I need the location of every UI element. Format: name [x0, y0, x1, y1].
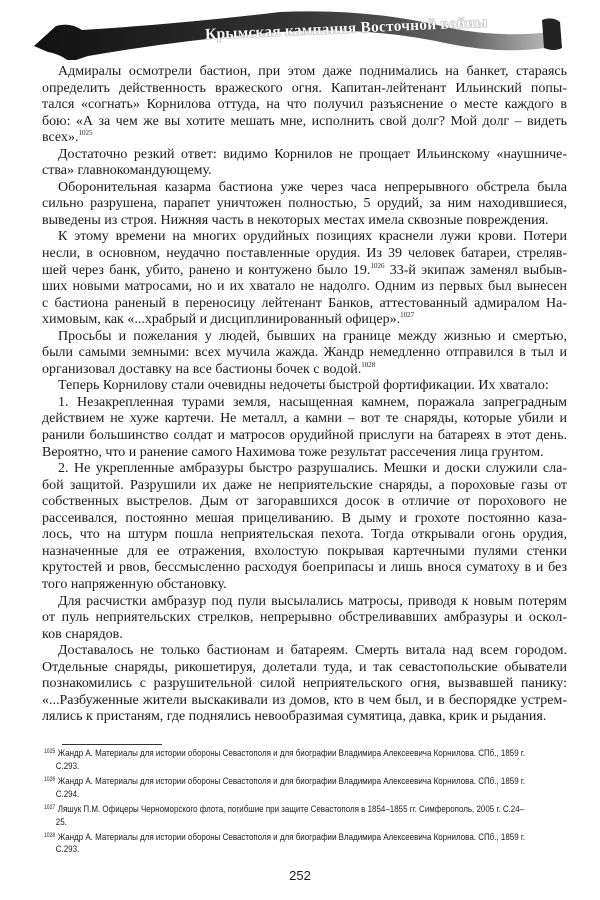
line-text: К этому времени на многих орудийных позициях краснели лужи крови. Потери	[58, 229, 567, 245]
line-text: Для расчистки амбразур под пули высылались матросы, приводя к новым потерям	[58, 593, 567, 609]
line-text: 33-й экипаж заменял выбыв-	[384, 262, 567, 278]
line-text: Достаточно резкий ответ: видимо Корнилов не прощает Ильинскому «наушниче-	[58, 146, 567, 162]
text-line	[42, 196, 567, 213]
body-text	[42, 64, 567, 726]
text-line	[42, 180, 567, 197]
text-line	[42, 709, 567, 726]
text-line	[42, 147, 567, 164]
text-line	[42, 544, 567, 561]
text-line	[42, 130, 567, 147]
line-text: 1. Незакрепленная турами земля, насыщенная камнем, поражала запреградным	[58, 394, 567, 410]
text-line	[42, 560, 567, 577]
line-text: тался «согнать» Корнилова оттуда, на что получил разъяснение о месте каждого в	[42, 97, 567, 113]
line-text: Адмиралы осмотрели бастион, при этом даже поднимались на банкет, стараясь	[58, 64, 567, 79]
line-text: Оборонительная казарма бастиона уже через часа непрерывного обстрела была	[58, 179, 567, 195]
text-line	[42, 610, 567, 627]
line-text: Отдельные снаряды, рикошетируя, долетали туда, и так севастопольские обыватели	[42, 659, 567, 675]
line-text: бой защитой. Разрушили их даже не неприятельские снаряды, а пороховые газы от	[42, 477, 567, 493]
text-line	[42, 594, 567, 611]
text-line	[42, 64, 567, 81]
footnote-text: Жандр А. Материалы для истории обороны Севастополя и для биографии Владимира Алексеевича Корнилова. СПб., 1859 г.	[57, 831, 526, 843]
footnote-number: 1025	[44, 749, 56, 755]
line-text: познакомились с разрушительной силой неприятельского огня, вызвавшей панику:	[42, 676, 567, 692]
text-line	[42, 511, 567, 528]
footnote	[44, 774, 565, 801]
text-line	[42, 445, 567, 462]
footnote-line	[44, 789, 565, 802]
footnote-ref: 1026	[370, 261, 385, 270]
footnote-line	[44, 761, 565, 774]
chapter-header-banner	[30, 4, 575, 60]
line-text: ков снарядов.	[42, 626, 123, 642]
chapter-title: Крымская кампания Восточной войны	[204, 13, 488, 44]
footnote-ref: 1028	[361, 360, 376, 369]
text-line	[42, 263, 567, 280]
footnote-text: С.293.	[55, 760, 80, 772]
line-text: определить действенность вражеского огня. Капитан-лейтенант Ильинский попы-	[42, 80, 567, 96]
text-line	[42, 494, 567, 511]
footnote-ref: 1027	[400, 311, 415, 320]
footnote-text: Жандр А. Материалы для истории обороны Севастополя и для биографии Владимира Алексеевича Корнилова. СПб., 1859 г.	[57, 775, 526, 787]
paragraph	[42, 147, 567, 180]
footnote-line	[44, 802, 565, 817]
footnote-line	[44, 830, 565, 845]
line-text: лялись к пристаням, где поднялись невообразимая сумятица, давка, крик и рыдания.	[42, 709, 547, 725]
line-text: химовым, как «...храбрый и дисциплинированный офицер».	[42, 312, 401, 328]
footnote-number: 1026	[44, 776, 56, 783]
footnote-text: С.293.	[55, 844, 80, 856]
text-line	[42, 163, 567, 180]
text-line	[42, 114, 567, 131]
paragraph	[42, 64, 567, 147]
text-line	[42, 411, 567, 428]
footnote-text: С.294.	[55, 788, 80, 800]
text-line	[42, 676, 567, 693]
footnote	[44, 746, 565, 773]
text-line	[42, 329, 567, 346]
text-line	[42, 97, 567, 114]
line-text: Просьбы и пожелания у людей, бывших на границе между жизнью и смертью,	[58, 328, 567, 344]
text-line	[42, 395, 567, 412]
footnote-line	[44, 817, 565, 830]
page-number: 252	[289, 868, 311, 883]
text-line	[42, 345, 567, 362]
text-line	[42, 378, 567, 395]
text-line	[42, 643, 567, 660]
paragraph	[42, 180, 567, 230]
paragraph	[42, 594, 567, 644]
text-line	[42, 246, 567, 263]
line-text: организовал доставку на все бастионы бочек с водой.	[42, 361, 362, 377]
text-line	[42, 362, 567, 379]
text-line	[42, 478, 567, 495]
line-text: несли, в основном, неудачно поставленные орудия. Из 39 человек батареи, стреляв-	[42, 246, 567, 262]
line-text: Доставалось не только бастионам и батареям. Смерть витала над всем городом.	[58, 643, 567, 659]
text-line	[42, 461, 567, 478]
text-line	[42, 428, 567, 445]
paragraph	[42, 643, 567, 726]
line-text: рассеивался, постоянно мешая прицеливанию. В дыму и грохоте постоянно каза-	[42, 510, 567, 526]
line-text: собственных выстрелов. Дым от загоравшихся досок в отличие от порохового не	[42, 494, 567, 510]
footnote-ref: 1025	[78, 129, 93, 138]
footnote-number: 1028	[44, 832, 56, 839]
paragraph	[42, 229, 567, 328]
line-text: бою: «А за чем же вы хотите мешать мне, исполнить свой долг? Мой долг – видеть	[42, 113, 567, 129]
footnote-text: Ляшук П.М. Офицеры Черноморского флота, погибшие при защите Севастополя в 1854–1855 гг. Симферополь, 2005 г. С.24–	[57, 803, 525, 815]
line-text: того напряженную обстановку.	[42, 576, 227, 592]
line-text: ства» главнокомандующему.	[42, 163, 212, 179]
line-text: были самыми земными: всех мучила жажда. Жандр немедленно отправился в тыл и	[42, 345, 567, 361]
footnote	[44, 802, 565, 829]
line-text: от пуль неприятельских стрелков, непрерывно обстреливавших амбразуры и оскол-	[42, 610, 567, 626]
footnote-text: Жандр А. Материалы для истории обороны Севастополя и для биографии Владимира Алексеевича Корнилова. СПб., 1859 г.	[57, 748, 526, 759]
footnote-line	[44, 844, 565, 857]
text-line	[42, 296, 567, 313]
line-text: ших новыми матросами, но и их хватало не надолго. Одним из первых был вынесен	[42, 279, 567, 295]
line-text: лось, что на штурм пошла неприятельская пехота. Тогда открывали огонь орудия,	[42, 527, 567, 543]
footnote-divider	[62, 744, 162, 745]
text-line	[42, 577, 567, 594]
line-text: шей через банк, убито, ранено и контужено было 19.	[42, 262, 371, 278]
paragraph	[42, 329, 567, 379]
text-line	[42, 312, 567, 329]
footnote-number: 1027	[44, 804, 56, 811]
footnote-text: 25.	[55, 816, 67, 828]
text-line	[42, 81, 567, 98]
paragraph	[42, 395, 567, 461]
line-text: выведены из строя. Нижняя часть в некоторых местах имела сквозные повреждения.	[42, 212, 549, 228]
text-line	[42, 527, 567, 544]
paragraph	[42, 378, 567, 395]
text-line	[42, 660, 567, 677]
line-text: крутостей и рвов, бессмысленно расходуя боеприпасы и лишь внося суматоху в и без	[42, 560, 567, 576]
line-text: сильно разрушена, парапет уничтожен полностью, 5 орудий, за ним находившиеся,	[42, 196, 567, 212]
footnote-line	[44, 746, 565, 761]
text-line	[42, 279, 567, 296]
line-text: с бастиона раненый в переносицу лейтенант Банков, аттестованный адмиралом На-	[42, 295, 567, 311]
text-line	[42, 693, 567, 710]
footnote-line	[44, 774, 565, 789]
text-line	[42, 213, 567, 230]
line-text: ранили большинство солдат и матросов орудийной прислуги на батареях в этот день.	[42, 428, 567, 444]
line-text: Вероятно, что и ранение самого Нахимова тоже результат рассечения лица грунтом.	[42, 444, 544, 460]
footnotes	[44, 746, 600, 858]
line-text: действием не хуже картечи. Не металл, а камни – вот те снаряды, которые убили и	[42, 411, 567, 427]
line-text: Теперь Корнилову стали очевидны недочеты быстрой фортификации. Их хватало:	[58, 378, 549, 394]
line-text: назначенные для ее отражения, вхолостую покрывая картечными пулями стенки	[42, 543, 567, 559]
line-text: всех».	[42, 130, 79, 146]
line-text: «...Разбуженные жители выскакивали из домов, кто в чем был, и в беспорядке устрем-	[42, 692, 567, 708]
footnote	[44, 830, 565, 857]
line-text: 2. Не укрепленные амбразуры быстро разрушались. Мешки и доски служили сла-	[58, 461, 567, 477]
paragraph	[42, 461, 567, 593]
text-line	[42, 229, 567, 246]
text-line	[42, 627, 567, 644]
